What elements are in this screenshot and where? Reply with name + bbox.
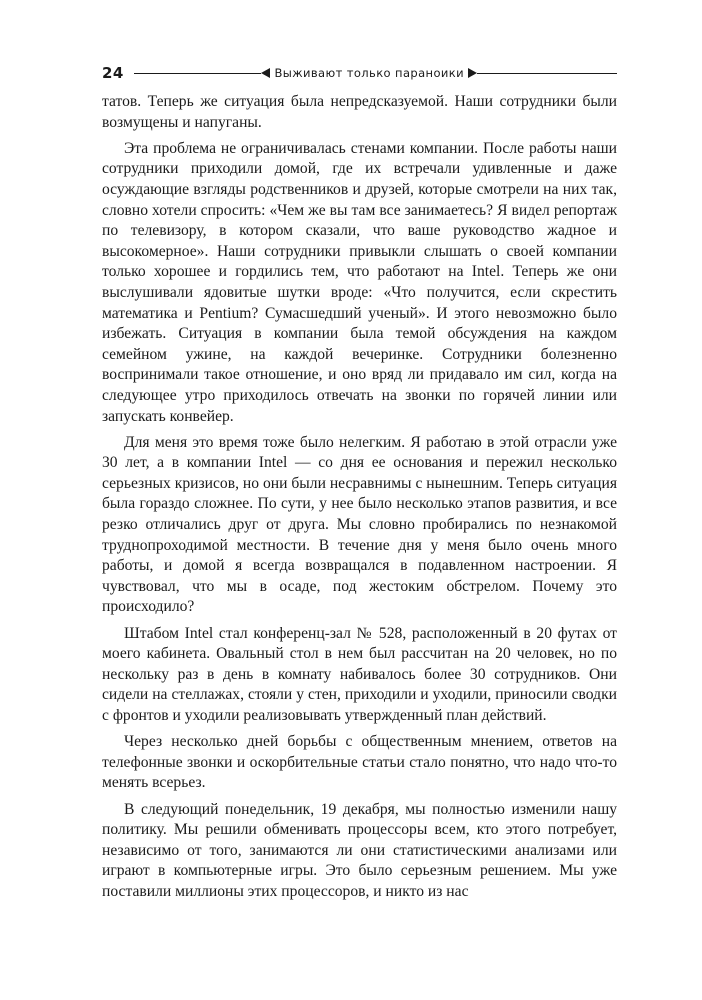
running-title: Выживают только параноики	[274, 66, 464, 80]
running-header	[102, 62, 617, 84]
paragraph: Эта проблема не ограничивалась стенами компании. После работы наши сотрудники приходили домой, где их встречали удивленные и даже осуждающие взгляды родственников и друзей, которые смотрели на них так, словно хотели спросить: «Чем же вы там все занимаетесь? Я видел репортаж по телевизору, в котором сказали, что ваше руководство жадное и высокомерное». Наши сотрудники привыкли слышать о своей компании только хорошее и гордились тем, что работают на Intel. Теперь же они выслушивали ядовитые шутки вроде: «Что получится, если скрестить математика и Pentium? Сумасшедший ученый». И этого невозможно было избежать. Ситуация в компании была темой обсуждения на каждом семейном ужине, на каждой вечеринке. Сотрудники болезненно воспринимали такое отношение, и оно вряд ли придавало им сил, когда на следующее утро приходилось отвечать на звонки по горячей линии или запускать конвейер.	[102, 139, 617, 425]
right-arrow-icon	[468, 68, 477, 78]
header-rule-left	[134, 73, 262, 74]
paragraph: Штабом Intel стал конференц-зал № 528, расположенный в 20 футах от моего кабинета. Овальный стол в нем был рассчитан на 20 человек, но по нескольку раз в день в комнату набивалось более 30 сотрудников. Они сидели на стеллажах, стояли у стен, приходили и уходили, приносили сводки с фронтов и уходили реализовывать утвержденный план действий.	[102, 624, 617, 724]
left-arrow-icon	[261, 68, 270, 78]
page-number: 24	[102, 64, 124, 82]
header-rule-right	[477, 73, 617, 74]
paragraph-continued: татов. Теперь же ситуация была непредсказуемой. Наши сотрудники были возмущены и напуганы.	[102, 93, 617, 131]
paragraph: Для меня это время тоже было нелегким. Я работаю в этой отрасли уже 30 лет, а в компании Intel — со дня ее основания и пережил несколько серьезных кризисов, но они были несравнимы с нынешним. Теперь ситуация была гораздо сложнее. По сути, у нее было несколько этапов развития, и все резко отличались друг от друга. Мы словно пробирались по незнакомой труднопроходимой местности. В течение дня у меня было очень много работы, и домой я всегда возвращался в подавленном настроении. Я чувствовал, что мы в осаде, под жестоким обстрелом. Почему это происходило?	[102, 433, 617, 616]
paragraph: Через несколько дней борьбы с общественным мнением, ответов на телефонные звонки и оскорбительные статьи стало понятно, что надо что-то менять всерьез.	[102, 733, 617, 792]
paragraph: В следующий понедельник, 19 декабря, мы полностью изменили нашу политику. Мы решили обменивать процессоры всем, кто этого потребует, независимо от того, занимаются ли они статистическими анализами или играют в компьютерные игры. Это было серьезным решением. Мы уже поставили миллионы этих процессоров, и никто из нас	[102, 800, 617, 900]
body-text	[102, 92, 617, 908]
